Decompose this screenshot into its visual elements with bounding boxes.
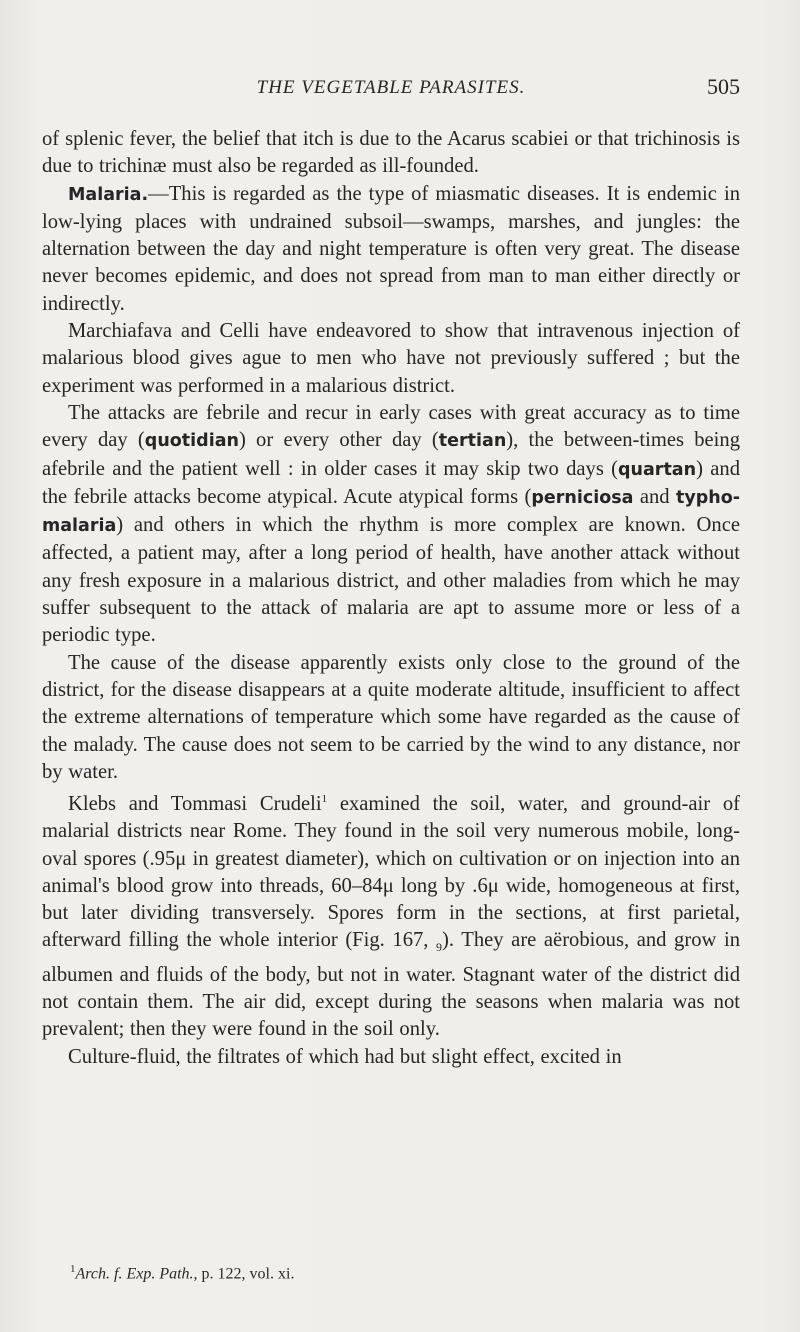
paragraph-klebs (42, 786, 740, 1044)
paragraph-text: The cause of the disease apparently exists only close to the ground of the district, for the disease disappears at a quite moderate altitude, insufficient to affect the extreme alternations of temperature which some have regarded as the cause of the malady. The cause does not seem to be carried by the wind to any distance, nor by water. (42, 651, 740, 783)
paragraph-text: ) and others in which the rhythm is more complex are known. Once affected, a patient may, after a long period of health, have another attack without any fresh exposure in a malarious district, and other maladies from which he may suffer subsequent to the attack of malaria are apt to assume more or less of a periodic type. (42, 514, 740, 647)
body-text (42, 126, 740, 1071)
term-typho-malaria: typho-malaria (42, 487, 740, 537)
paragraph-text: ) and the febrile attacks become atypical. Acute atypical forms ( (42, 457, 740, 508)
term-perniciosa: perniciosa (531, 487, 634, 508)
paragraph-continuation (42, 126, 740, 181)
paragraph-text: ). They are aërobious, and grow in albumen and fluids of the body, but not in water. Stagnant water of the district did not contain them. The air did, except during the seasons when malaria was not prevalent; then they were found in the soil only. (42, 929, 740, 1041)
footnote-reference: 1 (321, 793, 328, 806)
running-head: THE VEGETABLE PARASITES. (256, 77, 526, 98)
figure-subscript: 9 (436, 940, 443, 955)
paragraph-text: Culture-fluid, the filtrates of which had but slight effect, excited in (68, 1045, 622, 1068)
paragraph-marchiafava (42, 318, 740, 400)
paragraph-cause (42, 650, 740, 786)
footnote-text: , p. 122, vol. xi. (193, 1265, 295, 1283)
paragraph-malaria (42, 181, 740, 318)
paragraph-text: Marchiafava and Celli have endeavored to show that intravenous injection of malarious blood gives ague to men who have not previously suffered ; but the experiment was performed in a malarious district. (42, 320, 740, 397)
footnote-mark: 1 (70, 1263, 76, 1275)
term-quotidian: quotidian (144, 431, 239, 452)
paragraph-text: ) or every other day ( (238, 429, 439, 452)
paragraph-text: Klebs and Tommasi Crudeli (68, 792, 322, 815)
paragraph-text: The attacks are febrile and recur in early cases with great accuracy as to time every day ( (42, 401, 740, 452)
paragraph-text: examined the soil, water, and ground-air of malarial districts near Rome. They found in the soil very numerous mobile, long-oval spores (.95μ in greatest diameter), which on cultivation or on injection into an animal's blood grow into threads, 60–84μ long by .6μ wide, homogeneous at first, but later dividing transversely. Spores form in the sections, at first parietal, afterward filling the whole interior (Fig. 167, (42, 792, 740, 952)
term-tertian: tertian (438, 431, 507, 452)
paragraph-attacks (42, 400, 740, 650)
footnote-citation: Arch. f. Exp. Path. (75, 1265, 194, 1283)
paragraph-text: and (633, 485, 676, 508)
page-header (42, 74, 740, 104)
paragraph-text: —This is regarded as the type of miasmatic diseases. It is endemic in low-lying places with undrained subsoil—swamps, marshes, and jungles: the alternation between the day and night temperature is often very great. The disease never becomes epidemic, and does not spread from man to man either directly or indirectly. (42, 182, 740, 315)
page-number: 505 (707, 74, 740, 99)
paragraph-text: ), the between-times being afebrile and the patient well : in older cases it may skip two days ( (42, 429, 740, 480)
paragraph-text: of splenic fever, the belief that itch is due to the Acarus scabiei or that trichinosis is due to trichinæ must also be regarded as ill-founded. (42, 128, 740, 178)
paragraph-culture (42, 1044, 740, 1071)
term-quartan: quartan (618, 459, 697, 480)
footnote (70, 1263, 294, 1283)
section-heading-malaria: Malaria. (68, 184, 149, 205)
